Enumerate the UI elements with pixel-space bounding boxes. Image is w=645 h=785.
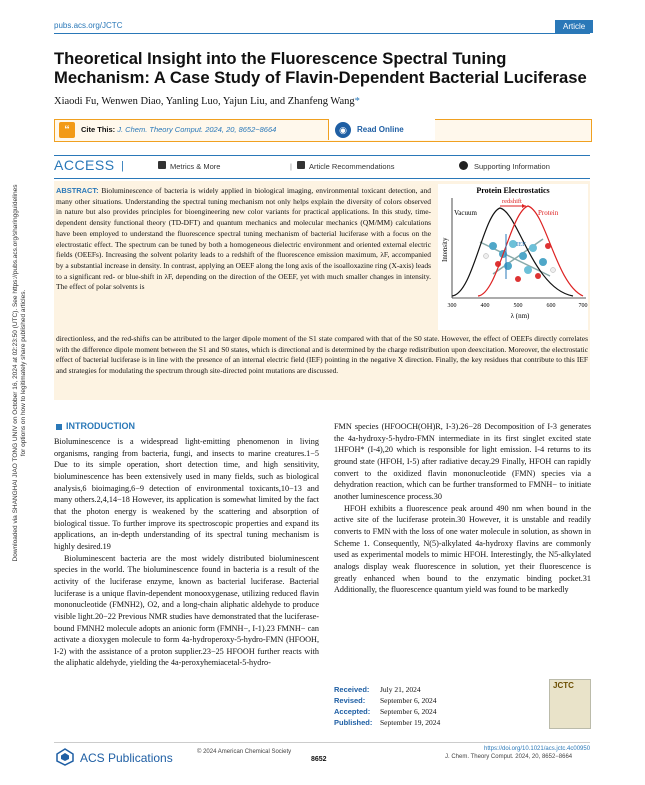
recommendations-link[interactable]: Article Recommendations [309, 162, 395, 171]
metrics-icon[interactable] [158, 161, 166, 169]
acs-logo-icon [56, 748, 74, 766]
article-type-badge: Article [555, 20, 593, 33]
accepted-row [334, 706, 440, 717]
toc-y-label: Intensity [441, 237, 449, 262]
accepted-label: Accepted: [334, 707, 371, 716]
vacuum-label: Vacuum [454, 209, 477, 217]
article-title: Theoretical Insight into the Fluorescence Spectral Tuning Mechanism: A Case Study of Flavin-Dependent Bacterial Luciferase [54, 49, 587, 87]
copyright: © 2024 American Chemical Society [197, 749, 292, 755]
toc-title: Protein Electrostatics [476, 186, 550, 195]
footer-citation: J. Chem. Theory Comput. 2024, 20, 8652−8664 [445, 754, 573, 760]
read-online-icon[interactable]: ◉ [335, 122, 351, 138]
intro-paragraph-4: HFOH exhibits a fluorescence peak around 490 nm when bound in the active site of the luciferase protein.30 However, it is unstable and readily converts to FMN with the loss of one water molecule in solution, as shown in Scheme 1. Consequently, N(5)-alkylated 4a-hydroxy flavins are commonly used as experimental models to mimic HFOH. Interestingly, the N5-alkylated analogs display weak fluorescence in solution, yet their fluorescence is greatly enhanced when bound to the enzymatic binding pocket.31 Additionally, the fluorescence quantum yield was found to be markedly [334, 503, 591, 595]
abstract-text [56, 186, 431, 293]
published-row [334, 717, 440, 728]
page-number: 8652 [311, 756, 327, 763]
journal-cover-label: JCTC [553, 681, 574, 690]
toc-x-label: λ (nm) [510, 312, 530, 320]
revised-date: September 6, 2024 [380, 696, 437, 705]
protein-label: Protein [538, 209, 559, 217]
abstract-continued: directionless, and the red-shifts can be attributed to the larger dipole moment of the S1 state compared with that of the S0 state. However, the effect of OEEFs directly correlates with the difference dipole moment between the S1 and S0 states, which is directional and is determined by the charge redistribution upon deexcitation. Moreover, the electrostatic effect of bacterial luciferase is in line with the presence of an internal electric field (IEF) pointing in the negative X direction. Finally, the key residues that contribute to this IEF and strategies for modulating the spectrum through site-directed point mutations are discussed. [56, 334, 588, 376]
toc-tick-700: 700 [578, 303, 588, 309]
publisher-name: ACS Publications [80, 751, 173, 765]
header-rule [54, 33, 590, 34]
abstract-label: ABSTRACT: [56, 186, 99, 195]
citation-ref: J. Chem. Theory Comput. 2024, 20, 8652−8664 [117, 125, 277, 134]
supporting-info-link[interactable]: Supporting Information [474, 162, 550, 171]
read-online-label[interactable]: Read Online [357, 125, 404, 134]
abstract-part1: Bioluminescence of bacteria is widely applied in biological imaging, environmental toxicant detection, and many other situations. Understanding the spectral tuning mechanism not only helps explain the diversity of colors observed in nature but also provides principles for bioengineering new color variants for practical applications. In this study, time-dependent density functional theory (TD-DFT) and quantum mechanics and molecular mechanics (QM/MM) calculations have been employed to understand the fluorescence spectral tuning mechanism of bacterial luciferase with a focus on the electrostatic effect. The spectrum can be tuned by both a homogeneous dielectric environment and oriented external electric fields (OEEFs). Increasing the solvent polarity leads to a redshift of the fluorescence emission maximum, λF, accompanied by a substantial increase in density. In contrast, applying an OEEF along the long axis of the isoalloxazine ring (X-axis) leads to a significant red- or blue-shift in λF, depending on the direction of the OEEF, yet with much smaller changes in intensity. The effect of polar solvents is [56, 186, 432, 292]
download-notice: Downloaded via SHANGHAI JIAO TONG UNIV on October 16, 2024 at 02:23:50 (UTC). See https://pubs.acs.org/sharingguidelines for options on how to legitimately share published articles. [12, 184, 27, 562]
doi-link[interactable]: https://doi.org/10.1021/acs.jctc.4c00950 [484, 746, 591, 752]
column-left [54, 436, 319, 669]
published-date: September 19, 2024 [380, 718, 441, 727]
received-label: Received: [334, 685, 370, 694]
published-label: Published: [334, 718, 373, 727]
redshift-label: redshift [502, 198, 522, 205]
revised-label: Revised: [334, 696, 366, 705]
toc-tick-300: 300 [447, 303, 457, 309]
received-row [334, 684, 440, 695]
access-separator: | [121, 160, 124, 172]
received-date: July 21, 2024 [380, 685, 421, 694]
quote-icon[interactable]: “ [59, 122, 75, 138]
footer-rule [54, 742, 590, 743]
metrics-link[interactable]: Metrics & More [170, 162, 221, 171]
introduction-heading: INTRODUCTION [66, 421, 135, 431]
recommendations-icon[interactable] [297, 161, 305, 169]
corresponding-author-mark: * [354, 96, 360, 107]
cite-label: Cite This: [81, 125, 116, 134]
intro-paragraph-2: Bioluminescent bacteria are the most widely distributed bioluminescent species in the world. The bioluminescence found in bacteria is a result of the activity of the luciferase enzyme, known as bacterial luciferase. Bacterial luciferase is a unique flavin-dependent monooxygenase, utilizing reduced flavin mononucleotide (FMNH2), O2, and a long-chain aliphatic aldehyde to produce visible light.20−22 Previous NMR studies have demonstrated that the luciferase-bound FMNH2 molecule adopts an anionic form (FMNH−, I-1).23 FMNH− can activate a dioxygen molecule to form 4a-hydroperoxy-5-hydro-FMN (HFOOH, I-2) with the assistance of a proton supplier.23−25 HFOOH further reacts with the aliphatic aldehyde, yielding the 4a-peroxyhemiacetal-5-hydro- [54, 553, 319, 668]
accepted-date: September 6, 2024 [380, 707, 437, 716]
toc-graphic [438, 184, 588, 330]
journal-site-link[interactable]: pubs.acs.org/JCTC [54, 21, 123, 30]
download-sidebar [0, 185, 30, 565]
intro-paragraph-1: Bioluminescence is a widespread light-emitting phenomenon in living organisms, ranging from bacteria, fungi, and insects to marine creatures.1−5 Due to its simple operation, short detection time, and high sensitivity, bioluminescence has been extensively used in many fields, such as biological analysis,6 bioimaging,6−9 detection of environmental toxicants,10−13 and many others.2,4,14−18 However, its application is somewhat limited by the fact that the photon energy is weakened by the scattering and absorption of biological tissue. To further improve its spectroscopic properties and expand its applications, an in-depth understanding of its spectral tuning mechanism is highly desired.19 [54, 437, 319, 551]
access-divider: | [290, 162, 292, 171]
revised-row [334, 695, 440, 706]
ief-label: IEF [516, 241, 526, 248]
access-label: ACCESS [54, 157, 115, 173]
column-right [334, 421, 591, 596]
toc-tick-500: 500 [513, 303, 523, 309]
authors-text: Xiaodi Fu, Wenwen Diao, Yanling Luo, Yajun Liu, and Zhanfeng Wang [54, 96, 355, 107]
intro-paragraph-3: FMN species (HFOOCH(OH)R, I-3).26−28 Decomposition of I-3 generates the 4a-hydroxy-5-hydro-FMN intermediate in its first singlet excited state 1HFOH* (I-4),20 which is responsible for light emission. I-4 returns to its ground state (HFOH, I-5) after radiative decay.29 Finally, HFOH can rapidly convert to the oxidized flavin mononucleotide (FMN) species via a dehydration reaction, which can be further transformed to FMNH− to initiate another luminescence process.30 [334, 422, 591, 501]
supporting-info-icon[interactable] [459, 161, 468, 170]
publication-dates [334, 684, 440, 728]
toc-spectrum-figure [438, 184, 588, 330]
vacuum-curve [452, 208, 573, 296]
section-marker [56, 424, 62, 430]
toc-tick-600: 600 [546, 303, 556, 309]
cite-this[interactable] [81, 125, 276, 134]
toc-tick-400: 400 [480, 303, 490, 309]
author-list [54, 96, 360, 107]
